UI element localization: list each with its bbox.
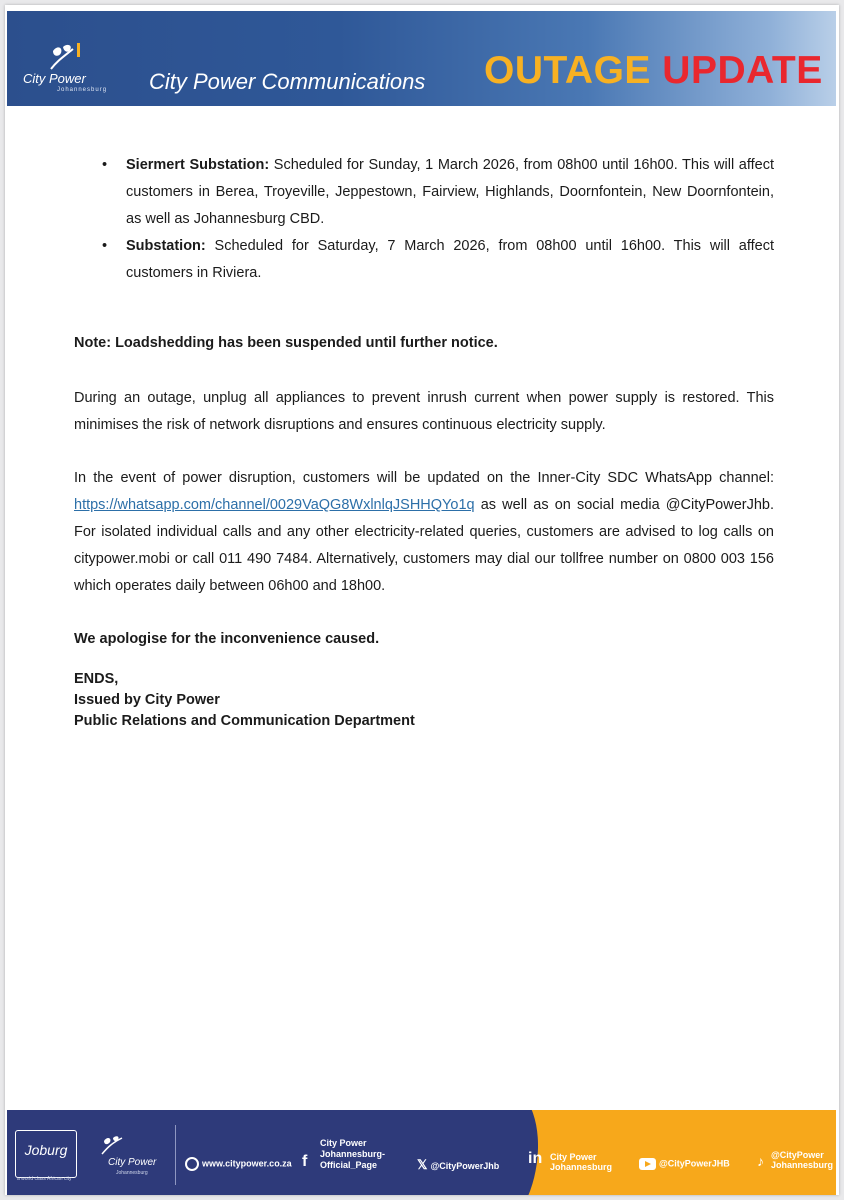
- youtube-link[interactable]: [639, 1158, 730, 1170]
- substation-name: Substation:: [126, 238, 206, 254]
- bullet-icon: •: [102, 157, 108, 173]
- tiktok-line: Johannesburg: [771, 1160, 834, 1170]
- substation-name: Siermert Substation:: [126, 157, 270, 173]
- joburg-logo: Joburg: [15, 1130, 77, 1178]
- outage-word: OUTAGE: [484, 49, 651, 92]
- joburg-tagline: a world class African city: [17, 1176, 72, 1182]
- list-item: [102, 233, 774, 287]
- footer-divider: [175, 1125, 176, 1185]
- tiktok-text: [771, 1150, 833, 1170]
- outage-update-heading: [484, 49, 823, 93]
- city-power-flower-icon: [43, 43, 83, 71]
- bullet-icon: •: [102, 238, 108, 254]
- facebook-line: City Power: [320, 1138, 367, 1148]
- contact-paragraph: [74, 465, 774, 600]
- apology-text: We apologise for the inconvenience caused.: [74, 631, 380, 647]
- footer-logo-name: City Power: [108, 1157, 157, 1168]
- tiktok-line: @CityPower: [771, 1150, 824, 1160]
- department-line: Public Relations and Communication Department: [74, 713, 415, 729]
- x-link[interactable]: [417, 1157, 499, 1173]
- footer-city-power-logo: [92, 1135, 172, 1180]
- facebook-line: Johannesburg-: [320, 1149, 386, 1159]
- ends-line: ENDS,: [74, 671, 119, 687]
- linkedin-line: Johannesburg: [550, 1162, 613, 1172]
- facebook-text: [320, 1138, 385, 1171]
- outage-advice-paragraph: During an outage, unplug all appliances to prevent inrush current when power supply is restored. This minimises the risk of network disruptions and ensures continuous electricity supply.: [74, 390, 774, 433]
- update-word: UPDATE: [662, 49, 823, 92]
- substation-details: Scheduled for Saturday, 7 March 2026, from 08h00 until 16h00. This will affect customers in Riviera.: [126, 238, 774, 281]
- facebook-line: Official_Page: [320, 1160, 378, 1170]
- logo-subtitle: Johannesburg: [57, 87, 108, 93]
- linkedin-text: [550, 1152, 612, 1172]
- facebook-icon: f: [302, 1153, 308, 1170]
- city-power-flower-icon: [98, 1135, 128, 1155]
- contact-details: as well as on social media @CityPowerJhb. For isolated individual calls and any other electricity-related queries, customers are advised to log calls on citypower.mobi or call 011 490 7484. Alternatively, customers may dial our tollfree number on 0800 003 156 which operates daily between 06h00 and 18h00.: [74, 497, 774, 594]
- globe-icon: [185, 1157, 199, 1171]
- youtube-icon: [639, 1158, 656, 1170]
- header-banner: [7, 11, 836, 106]
- whatsapp-channel-link[interactable]: https://whatsapp.com/channel/0029VaQG8WxlnlqJSHHQYo1q: [74, 497, 475, 513]
- footer-logo-sub: Johannesburg: [116, 1170, 148, 1176]
- document-page: [5, 5, 839, 1195]
- tiktok-icon: ♪: [757, 1153, 764, 1169]
- website-text: www.citypower.co.za: [202, 1158, 292, 1169]
- x-handle-text: @CityPowerJhb: [430, 1161, 500, 1171]
- website-link[interactable]: [185, 1157, 292, 1171]
- issued-by-line: Issued by City Power: [74, 692, 220, 708]
- logo-name: City Power: [23, 71, 86, 86]
- substation-details: Scheduled for Sunday, 1 March 2026, from 08h00 until 16h00. This will affect customers in Berea, Troyeville, Jeppestown, Fairview, Highlands, Doornfontein, New Doornfontein, as well as Johannesburg CBD.: [126, 157, 775, 227]
- list-item: [102, 152, 775, 233]
- communications-title: City Power Communications: [149, 69, 426, 94]
- city-power-logo: [19, 41, 129, 101]
- sign-off: [74, 669, 415, 732]
- x-icon: 𝕏: [417, 1157, 428, 1172]
- linkedin-icon: in: [528, 1150, 543, 1167]
- youtube-text: @CityPowerJHB: [659, 1158, 730, 1169]
- linkedin-line: City Power: [550, 1152, 597, 1162]
- facebook-link[interactable]: [302, 1138, 386, 1171]
- contact-intro: In the event of power disruption, customers will be updated on the Inner-City SDC WhatsApp channel:: [74, 470, 774, 486]
- loadshedding-note: Note: Loadshedding has been suspended until further notice.: [74, 335, 498, 351]
- footer-banner: [7, 1110, 836, 1195]
- substation-list: [102, 152, 775, 287]
